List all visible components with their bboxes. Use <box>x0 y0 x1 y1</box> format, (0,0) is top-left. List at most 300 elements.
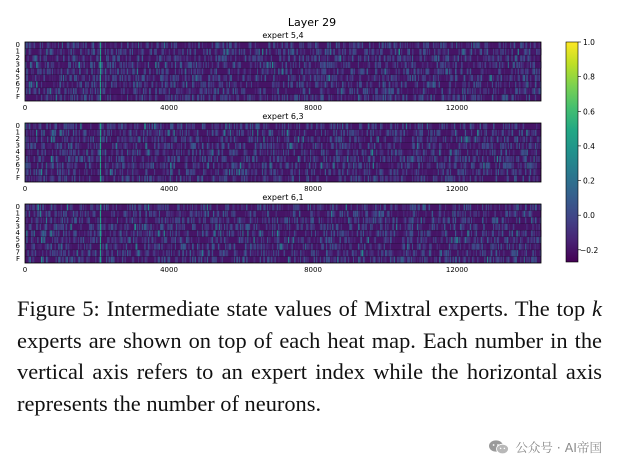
heatmap-cell <box>88 143 89 150</box>
heatmap-cell <box>515 123 516 130</box>
heatmap-cell <box>125 123 126 130</box>
heatmap-cell <box>165 156 166 163</box>
heatmap-cell <box>462 175 463 182</box>
heatmap-cell <box>378 217 379 224</box>
heatmap-cell <box>341 211 342 218</box>
heatmap-cell <box>473 42 474 49</box>
heatmap-cell <box>421 55 422 62</box>
heatmap-cell <box>74 55 75 62</box>
heatmap-cell <box>333 49 334 56</box>
heatmap-cell <box>203 94 204 101</box>
heatmap-cell <box>287 224 288 231</box>
heatmap-cell <box>414 156 415 163</box>
heatmap-cell <box>129 156 130 163</box>
heatmap-cell <box>91 149 92 156</box>
heatmap-cell <box>413 130 414 137</box>
heatmap-cell <box>115 123 116 130</box>
heatmap-cell <box>207 211 208 218</box>
heatmap-cell <box>59 149 61 156</box>
heatmap-cell <box>523 143 524 150</box>
heatmap-cell <box>213 156 214 163</box>
heatmap-cell <box>426 42 427 49</box>
heatmap-cell <box>82 94 83 101</box>
heatmap-cell <box>369 81 370 88</box>
heatmap-cell <box>421 156 422 163</box>
heatmap-cell <box>340 75 341 82</box>
heatmap-cell <box>417 136 419 143</box>
heatmap-cell <box>478 62 479 69</box>
heatmap-cell <box>417 123 418 130</box>
heatmap-cell <box>379 149 380 156</box>
heatmap-cell <box>42 169 43 176</box>
heatmap-cell <box>294 42 296 49</box>
heatmap-cell <box>277 217 278 224</box>
heatmap-cell <box>373 42 374 49</box>
heatmap-cell <box>353 49 354 56</box>
heatmap-cell <box>41 211 42 218</box>
heatmap-cell <box>443 55 445 62</box>
heatmap-cell <box>29 123 31 130</box>
heatmap-cell <box>72 81 73 88</box>
heatmap-cell <box>138 42 139 49</box>
heatmap-cell <box>250 175 251 182</box>
heatmap-cell <box>177 211 178 218</box>
heatmap-cell <box>137 224 138 231</box>
heatmap-cell <box>217 204 218 211</box>
heatmap-cell <box>381 211 382 218</box>
heatmap-cell <box>96 94 97 101</box>
heatmap-cell <box>473 94 474 101</box>
heatmap-cell <box>77 156 78 163</box>
heatmap-cell <box>391 211 392 218</box>
heatmap-cell <box>43 143 44 150</box>
heatmap-cell <box>177 75 179 82</box>
heatmap-cell <box>57 55 58 62</box>
heatmap-cell <box>305 136 307 143</box>
heatmap-cell <box>93 156 94 163</box>
heatmap-cell <box>385 224 386 231</box>
heatmap-cell <box>188 123 189 130</box>
heatmap-cell <box>441 68 442 75</box>
heatmap-cell <box>493 75 494 82</box>
heatmap-cell <box>159 217 160 224</box>
heatmap-cell <box>402 81 403 88</box>
heatmap-cell <box>460 162 461 169</box>
panel-2-x-ticks <box>23 185 468 193</box>
heatmap-cell <box>250 123 251 130</box>
heatmap-cell <box>91 169 92 176</box>
heatmap-cell <box>79 55 80 62</box>
heatmap-cell <box>428 143 429 150</box>
heatmap-cell <box>454 75 455 82</box>
heatmap-cell <box>386 62 388 69</box>
heatmap-cell <box>416 149 417 156</box>
heatmap-cell <box>172 81 173 88</box>
heatmap-cell <box>289 55 290 62</box>
heatmap-cell <box>392 211 393 218</box>
heatmap-cell <box>143 88 144 95</box>
heatmap-cell <box>449 162 450 169</box>
heatmap-cell <box>132 169 133 176</box>
heatmap-cell <box>208 211 209 218</box>
heatmap-cell <box>394 136 395 143</box>
heatmap-cell <box>476 81 477 88</box>
heatmap-cell <box>267 68 268 75</box>
heatmap-cell <box>187 49 188 56</box>
heatmap-cell <box>156 55 157 62</box>
heatmap-cell <box>106 169 108 176</box>
heatmap-cell <box>123 49 124 56</box>
heatmap-cell <box>201 211 202 218</box>
heatmap-cell <box>293 42 294 49</box>
heatmap-cell <box>507 123 508 130</box>
heatmap-cell <box>349 136 350 143</box>
heatmap-cell <box>50 175 51 182</box>
heatmap-cell <box>260 62 262 69</box>
heatmap-cell <box>61 68 63 75</box>
heatmap-cell <box>115 169 116 176</box>
heatmap-cell <box>412 224 413 231</box>
heatmap-cell <box>274 169 275 176</box>
heatmap-cell <box>427 175 428 182</box>
heatmap-cell <box>432 217 433 224</box>
heatmap-cell <box>288 49 289 56</box>
heatmap-cell <box>274 149 275 156</box>
heatmap-cell <box>211 156 213 163</box>
heatmap-cell <box>154 204 156 211</box>
heatmap-cell <box>106 62 107 69</box>
heatmap-cell <box>513 162 514 169</box>
heatmap-cell <box>139 136 140 143</box>
heatmap-cell <box>266 49 267 56</box>
heatmap-cell <box>224 94 225 101</box>
heatmap-cell <box>209 75 210 82</box>
heatmap-cell <box>369 49 370 56</box>
heatmap-cell <box>397 62 398 69</box>
heatmap-cell <box>85 49 86 56</box>
heatmap-cell <box>101 68 102 75</box>
heatmap-cell <box>52 149 53 156</box>
heatmap-cell <box>293 175 294 182</box>
heatmap-cell <box>407 224 408 231</box>
heatmap-cell <box>226 42 227 49</box>
heatmap-cell <box>534 130 535 137</box>
heatmap-cell <box>301 149 302 156</box>
heatmap-cell <box>158 204 159 211</box>
heatmap-cell <box>363 156 364 163</box>
heatmap-cell <box>370 175 371 182</box>
heatmap-cell <box>219 75 220 82</box>
heatmap-cell <box>470 68 471 75</box>
heatmap-cell <box>284 123 285 130</box>
heatmap-cell <box>319 81 320 88</box>
heatmap-cell <box>179 156 180 163</box>
heatmap-cell <box>414 204 416 211</box>
heatmap-cell <box>287 217 288 224</box>
heatmap-cell <box>174 123 175 130</box>
heatmap-cell <box>440 149 441 156</box>
heatmap-cell <box>369 156 370 163</box>
heatmap-cell <box>426 211 427 218</box>
heatmap-cell <box>439 130 440 137</box>
heatmap-cell <box>378 94 379 101</box>
heatmap-cell <box>376 75 377 82</box>
heatmap-cell <box>46 49 47 56</box>
heatmap-cell <box>534 94 535 101</box>
heatmap-cell <box>277 169 278 176</box>
heatmap-cell <box>268 143 269 150</box>
heatmap-cell <box>101 49 103 56</box>
heatmap-cell <box>52 169 53 176</box>
heatmap-cell <box>148 62 149 69</box>
heatmap-cell <box>62 149 63 156</box>
heatmap-cell <box>271 136 272 143</box>
heatmap-cell <box>262 162 264 169</box>
heatmap-cell <box>238 68 239 75</box>
heatmap-cell <box>299 162 300 169</box>
heatmap-cell <box>475 75 476 82</box>
heatmap-cell <box>70 94 71 101</box>
heatmap-cell <box>155 169 156 176</box>
heatmap-cell <box>132 42 134 49</box>
heatmap-cell <box>422 75 423 82</box>
heatmap-cell <box>228 162 229 169</box>
heatmap-cell <box>230 130 231 137</box>
heatmap-cell <box>218 143 219 150</box>
heatmap-cell <box>107 136 108 143</box>
heatmap-cell <box>282 42 283 49</box>
heatmap-cell <box>432 149 433 156</box>
heatmap-cell <box>403 169 404 176</box>
heatmap-cell <box>284 130 285 137</box>
heatmap-cell <box>250 49 251 56</box>
heatmap-cell <box>41 130 43 137</box>
heatmap-cell <box>347 130 348 137</box>
heatmap-cell <box>405 162 407 169</box>
heatmap-cell <box>129 55 130 62</box>
heatmap-cell <box>509 204 511 211</box>
heatmap-cell <box>519 149 520 156</box>
heatmap-cell <box>74 68 75 75</box>
heatmap-cell <box>335 123 336 130</box>
heatmap-cell <box>324 81 325 88</box>
heatmap-cell <box>247 75 248 82</box>
heatmap-cell <box>86 55 88 62</box>
heatmap-cell <box>396 136 397 143</box>
heatmap-cell <box>235 175 236 182</box>
heatmap-cell <box>407 42 408 49</box>
heatmap-cell <box>306 55 307 62</box>
heatmap-cell <box>166 68 167 75</box>
heatmap-cell <box>430 123 431 130</box>
heatmap-cell <box>208 204 209 211</box>
heatmap-cell <box>228 68 229 75</box>
heatmap-cell <box>37 217 38 224</box>
heatmap-cell <box>85 136 86 143</box>
heatmap-cell <box>223 211 224 218</box>
heatmap-cell <box>233 162 234 169</box>
heatmap-cell <box>272 81 273 88</box>
heatmap-cell <box>397 175 398 182</box>
heatmap-cell <box>394 75 395 82</box>
heatmap-cell <box>161 68 162 75</box>
heatmap-cell <box>59 49 60 56</box>
heatmap-cell <box>449 149 450 156</box>
heatmap-cell <box>470 49 471 56</box>
heatmap-cell <box>132 217 133 224</box>
heatmap-cell <box>156 68 157 75</box>
heatmap-cell <box>443 62 445 69</box>
heatmap-cell <box>223 156 224 163</box>
heatmap-cell <box>72 136 73 143</box>
heatmap-cell <box>134 123 135 130</box>
heatmap-cell <box>186 55 187 62</box>
heatmap-cell <box>450 81 451 88</box>
heatmap-cell <box>179 130 180 137</box>
heatmap-cell <box>274 224 275 231</box>
heatmap-cell <box>90 123 91 130</box>
heatmap-cell <box>213 175 214 182</box>
heatmap-cell <box>466 130 468 137</box>
heatmap-cell <box>234 81 235 88</box>
heatmap-cell <box>204 42 205 49</box>
heatmap-cell <box>427 81 428 88</box>
heatmap-cell <box>258 49 259 56</box>
heatmap-cell <box>364 88 365 95</box>
heatmap-cell <box>85 68 86 75</box>
heatmap-cell <box>155 88 157 95</box>
heatmap-cell <box>209 49 210 56</box>
heatmap-cell <box>105 68 106 75</box>
heatmap-cell <box>181 204 182 211</box>
heatmap-cell <box>29 224 30 231</box>
heatmap-cell <box>531 156 532 163</box>
heatmap-cell <box>154 143 156 150</box>
heatmap-cell <box>352 88 353 95</box>
heatmap-cell <box>508 204 509 211</box>
heatmap-cell <box>387 94 388 101</box>
heatmap-cell <box>102 156 103 163</box>
heatmap-cell <box>400 149 401 156</box>
heatmap-cell <box>391 49 392 56</box>
heatmap-cell <box>78 75 79 82</box>
heatmap-cell <box>376 130 377 137</box>
heatmap-cell <box>256 224 257 231</box>
heatmap-cell <box>46 211 47 218</box>
heatmap-cell <box>288 156 290 163</box>
heatmap-cell <box>255 68 256 75</box>
heatmap-cell <box>358 94 359 101</box>
heatmap-cell <box>272 68 274 75</box>
heatmap-cell <box>95 136 97 143</box>
heatmap-cell <box>132 136 133 143</box>
heatmap-cell <box>229 149 230 156</box>
heatmap-cell <box>208 224 209 231</box>
heatmap-cell <box>531 143 532 150</box>
heatmap-cell <box>234 68 236 75</box>
heatmap-cell <box>292 42 293 49</box>
heatmap-cell <box>432 130 433 137</box>
heatmap-cell <box>137 75 138 82</box>
heatmap-cell <box>272 88 273 95</box>
heatmap-cell <box>403 211 404 218</box>
heatmap-cell <box>35 169 36 176</box>
heatmap-cell <box>465 130 466 137</box>
heatmap-cell <box>160 130 161 137</box>
heatmap-cell <box>411 224 412 231</box>
heatmap-cell <box>326 75 327 82</box>
heatmap-cell <box>380 149 381 156</box>
heatmap-cell <box>349 169 350 176</box>
heatmap-cell <box>89 175 90 182</box>
heatmap-cell <box>276 204 277 211</box>
heatmap-cell <box>186 88 187 95</box>
heatmap-cell <box>148 123 149 130</box>
heatmap-cell <box>515 94 516 101</box>
heatmap-cell <box>353 175 354 182</box>
heatmap-cell <box>133 75 134 82</box>
heatmap-cell <box>276 75 277 82</box>
heatmap-cell <box>321 81 322 88</box>
heatmap-cell <box>322 224 323 231</box>
heatmap-cell <box>245 68 246 75</box>
heatmap-cell <box>363 88 364 95</box>
heatmap-cell <box>328 88 329 95</box>
heatmap-cell <box>152 42 153 49</box>
heatmap-cell <box>432 123 433 130</box>
heatmap-cell <box>385 81 386 88</box>
heatmap-cell <box>408 217 409 224</box>
heatmap-cell <box>117 149 118 156</box>
heatmap-cell <box>471 49 472 56</box>
heatmap-cell <box>176 130 178 137</box>
heatmap-cell <box>337 204 338 211</box>
heatmap-cell <box>120 143 121 150</box>
heatmap-cell <box>192 169 193 176</box>
heatmap-cell <box>379 217 380 224</box>
heatmap-cell <box>389 55 390 62</box>
heatmap-cell <box>530 204 531 211</box>
heatmap-cell <box>190 88 191 95</box>
heatmap-cell <box>305 130 306 137</box>
heatmap-cell <box>426 62 427 69</box>
heatmap-cell <box>376 175 377 182</box>
heatmap-cell <box>30 224 32 231</box>
heatmap-cell <box>52 88 53 95</box>
heatmap-cell <box>147 75 149 82</box>
heatmap-cell <box>47 136 48 143</box>
heatmap-cell <box>508 49 509 56</box>
heatmap-cell <box>214 49 215 56</box>
heatmap-cell <box>64 55 65 62</box>
heatmap-cell <box>518 169 519 176</box>
heatmap-cell <box>395 123 396 130</box>
heatmap-cell <box>75 211 76 218</box>
heatmap-cell <box>134 68 135 75</box>
heatmap-cell <box>351 88 352 95</box>
heatmap-cell <box>140 94 141 101</box>
heatmap-cell <box>263 94 264 101</box>
heatmap-cell <box>163 149 164 156</box>
heatmap-cell <box>154 169 155 176</box>
heatmap-cell <box>85 204 86 211</box>
heatmap-cell <box>131 156 132 163</box>
heatmap-cell <box>395 62 396 69</box>
heatmap-cell <box>435 143 436 150</box>
heatmap-cell <box>182 130 183 137</box>
heatmap-cell <box>203 81 204 88</box>
heatmap-cell <box>85 81 86 88</box>
